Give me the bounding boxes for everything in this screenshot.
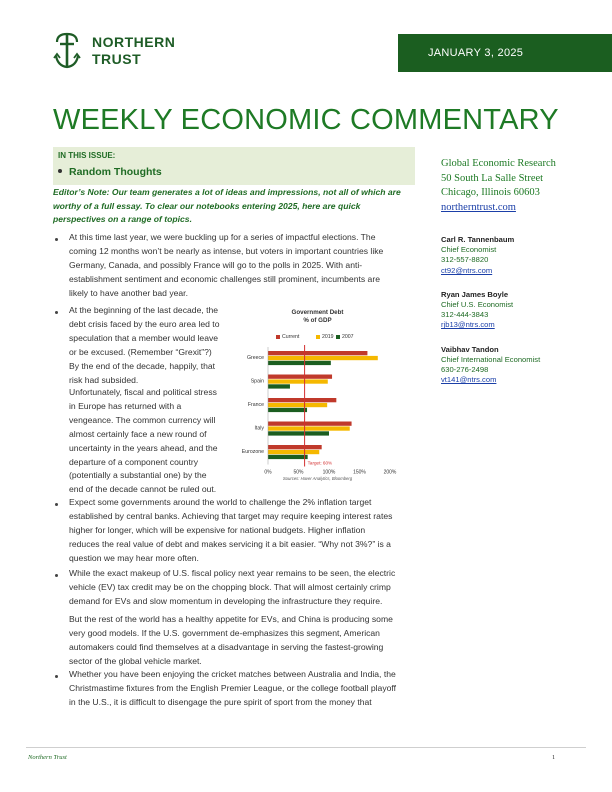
text-line: vehicle (EV) tax credit may be on the chopping block. That will almost certainly crimp [69,581,391,592]
text-line: Expect some governments around the world to challenge the 2% inflation target [69,497,372,507]
paragraph-ev-world [69,613,415,669]
category-label: Greece [246,355,264,361]
text-line: in Europe has returned with a [69,400,182,411]
paragraph-grexit [69,304,229,387]
x-tick-label: 150% [353,469,366,475]
contact-card [441,290,611,331]
chart-plot [230,305,420,475]
page-number: 1 [552,754,556,761]
org-city: Chicago, Illinois 60603 [441,187,540,198]
category-label: Spain [250,378,264,385]
legend-label: 2007 [342,334,354,340]
footer-divider [26,747,586,748]
text-line: By the end of the decade, happily, that [69,360,216,371]
category-label: Eurozone [241,449,264,455]
paragraph-europe-stress [69,386,229,497]
text-line: reduces the real value of debt and makes servicing it a bit easier. “Why not 3%?” is a [69,538,391,549]
chart-title-line: Government Debt [291,309,344,316]
text-line: establishment sentiment and economic challenges still prominent, incumbents are [69,273,380,284]
logo-line-2: TRUST [92,51,142,67]
x-tick-label: 200% [383,469,397,475]
text-line: departure of a component country [69,456,198,467]
bullet-icon [55,238,58,241]
editor-note: Editor’s Note: Our team generates a lot of ideas and impressions, not all of which are worthy of a full essay. To clear our notebooks entering 2025, here are quick perspectives on a range of topics. [53,187,401,224]
text-line: end of the decade cannot be ruled out. [69,484,217,495]
text-line: question we may hear more often. [69,552,199,563]
logo-emblem-icon [52,30,82,70]
category-label: Italy [254,425,264,432]
issue-item-label: Random Thoughts [69,166,162,178]
bullet-icon [55,675,58,678]
chart-subtitle: % of GDP [303,317,332,324]
legend-label: 2019 [322,334,334,340]
contact-card [441,345,611,386]
northern-trust-logo[interactable] [52,30,192,70]
text-line: (potentially a substantial one) by the [69,470,207,481]
in-this-issue-box [53,147,415,185]
text-line: Christmastime fixtures from the English Premier League, or the college football playoff [69,682,397,693]
contact-phone: 312-444-3843 [441,310,489,320]
text-line: or be excused. (Remember “Grexit”?) [69,346,212,357]
bar [268,356,378,360]
org-street: 50 South La Salle Street [441,172,544,184]
text-line: in the U.S., it is difficult to disengage the pure spirit of sport from the money that [69,696,372,707]
issue-label: IN THIS ISSUE: [58,151,116,160]
issue-date: JANUARY 3, 2025 [428,47,524,59]
text-line: demand for EVs and slow momentum in developing the infrastructure they require. [69,595,383,606]
text-line: But the rest of the world has a healthy appetite for EVs, and China is producing some [69,614,393,624]
contact-title: Chief International Economist [441,354,541,364]
legend-label: Current [282,334,300,340]
bar [268,403,327,407]
contact-phone: 312-557-8820 [441,255,489,265]
text-line: At the beginning of the last decade, the [69,305,219,315]
text-line: risk had subsided. [69,374,139,385]
x-tick-label: 100% [322,469,336,475]
bar [268,351,367,355]
text-line: almost certainly face a new round of [69,428,207,439]
contact-email-link[interactable]: ct92@ntrs.com [441,265,493,275]
issue-item[interactable] [58,166,162,178]
bullet-icon [55,311,58,314]
footer-brand: Northern Trust [28,754,67,761]
org-name: Global Economic Research [441,158,556,169]
text-line: coming 12 months won’t be nearly as intense, but voters in important countries like [69,245,384,256]
target-label: Target: 60% [307,460,333,466]
contact-name: Carl R. Tannenbaum [441,235,515,244]
chart-source: Sources: Haver Analytics, Bloomberg [282,476,353,481]
text-line: speculation that a member would leave [69,332,219,343]
bar [268,426,350,430]
text-line: uncertainty in the years ahead, and the [69,442,218,453]
text-line: Whether you have been enjoying the cricket matches between Australia and India, the [69,669,396,679]
contact-name: Ryan James Boyle [441,289,509,299]
org-address [441,157,611,201]
bar [268,450,319,454]
bar [268,431,329,435]
bar [268,445,322,449]
bar [268,375,332,379]
text-line: Germany, Canada, and possibly France will go to the polls in 2025. With anti- [69,259,363,270]
contact-email-link[interactable]: vt141@ntrs.com [441,375,497,385]
text-line: debt crisis faced by the euro area led to [69,318,220,329]
bar [268,384,290,388]
bullet-icon [58,169,62,173]
bullet-icon [55,503,58,506]
text-line: Unfortunately, fiscal and political stress [69,387,217,397]
bullet-icon [55,574,58,577]
contact-email-link[interactable]: rjb13@ntrs.com [441,320,495,330]
bar [268,379,328,383]
text-line: While the exact makeup of U.S. fiscal policy next year remains to be seen, the electric [69,568,396,578]
contact-card [441,235,611,276]
bar [268,408,307,412]
x-tick-label: 0% [264,469,272,475]
x-tick-label: 50% [293,469,304,475]
bar [268,422,352,426]
contact-title: Chief Economist [441,245,497,255]
text-line: At this time last year, we were buckling up for a series of impactful elections. The [69,232,376,242]
text-line: automakers could find themselves at a disadvantage in serving the fastest-growing [69,641,384,652]
bar [268,398,336,402]
text-line: vengeance. The common currency will [69,414,216,425]
contact-title: Chief U.S. Economist [441,300,514,310]
date-banner [398,34,612,72]
paragraph-ev-credit [69,567,415,609]
website-link[interactable]: northerntrust.com [441,201,516,213]
text-line: sector of the global vehicle market. [69,655,202,666]
category-label: France [247,402,264,408]
government-debt-chart [230,305,420,485]
page-title: WEEKLY ECONOMIC COMMENTARY [53,104,559,136]
text-line: established by central banks. Achieving that target may require keeping interest rates [69,510,393,521]
text-line: higher for longer, which will be expensive for national budgets. Higher inflation [69,524,366,535]
logo-text [92,34,175,68]
paragraph-sport [69,668,415,710]
sidebar [441,157,611,385]
paragraph-inflation [69,496,415,566]
contact-phone: 630-276-2498 [441,365,489,375]
text-line: very good models. If the U.S. government de-emphasizes this segment, American [69,627,380,638]
paragraph-elections [69,231,415,301]
bar [268,361,331,365]
contact-name: Vaibhav Tandon [441,344,499,354]
bar [268,455,308,459]
logo-line-1: NORTHERN [92,34,176,50]
text-line: likely to have another bad year. [69,287,188,298]
